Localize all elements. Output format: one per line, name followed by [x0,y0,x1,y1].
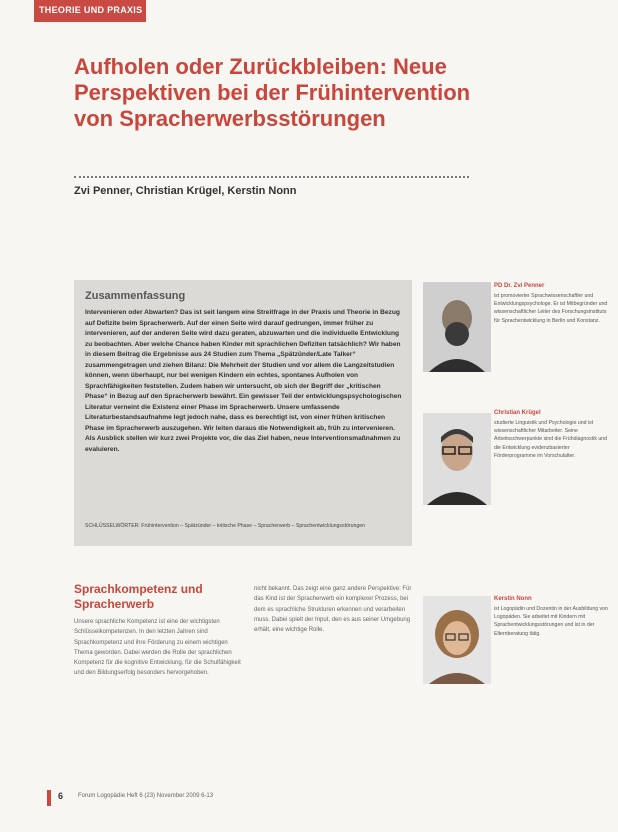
body-column-left: Unsere sprachliche Kompetenz ist eine der wichtigsten Schlüsselkompetenzen. In den letzten Jahren sind Sprachkompetenz und ihre Förderung zu einem wichtigen Thema geworden. Dabei werden die Rolle der sprachlichen Kompetenz für die kognitive Entwicklung, für die Schulfähigkeit und den Bildungserfolg besonders hervorgehoben. [74,619,241,677]
article-authors: Zvi Penner, Christian Krügel, Kerstin Nonn [74,185,297,197]
body-column-middle: nicht bekannt. Das zeigt eine ganz andere Perspektive: Für das Kind ist der Spracherwerb ein komplexer Prozess, bei dem es sprachliche Strukturen erkennen und verarbeiten muss. Dabei spielt der Input, den es aus seiner Umgebung erhält, eine wichtige Rolle. [254,586,412,634]
bio-text-penner: ist promovierter Sprachwissenschaftler und Entwicklungspsychologe. Er ist Mitbegründer und wissenschaftlicher Leiter des Forschungsinstituts für Sprachentwicklung in Berlin und Konstanz. [494,293,608,324]
summary-box [74,280,412,546]
summary-keywords: SCHLÜSSELWÖRTER: Frühintervention – Spätzünder – kritische Phase – Spracherwerb – Sprachentwicklungsstörungen [85,523,366,529]
article-title: Aufholen oder Zurückbleiben: Neue Perspektiven bei der Frühintervention von Spracherwerbsstörungen [74,54,471,131]
bio-text-nonn: ist Logopädin und Dozentin in der Ausbildung von Logopäden. Sie arbeitet mit Kindern mit Sprachentwicklungsstörungen und ist in der Elternberatung tätig. [494,606,608,637]
portrait-icon [423,282,491,372]
page-number: 6 [58,791,64,801]
section-label: THEORIE UND PRAXIS [39,5,143,15]
author-photo-kruegel [423,413,491,505]
author-photo-nonn [423,596,491,684]
author-photo-penner [423,282,491,372]
footer-citation: Forum Logopädie Heft 6 (23) November 2009 6-13 [78,793,214,799]
bio-name-kruegel: Christian Krügel [494,410,541,416]
portrait-icon [423,413,491,505]
bio-name-nonn: Kerstin Nonn [494,596,532,602]
summary-heading: Zusammenfassung [85,290,186,302]
summary-text: Intervenieren oder Abwarten? Das ist seit langem eine Streitfrage in der Praxis und Theorie in Bezug auf Defizite beim Spracherwerb. Auf der einen Seite wird darauf gedrungen, immer früher zu intervenieren, auf der anderen Seite wird dazu geraten, abzuwarten und die individuelle Entwicklung zu beobachten. Aber welche Chance haben Kinder mit sprachlichen Defiziten tatsächlich? Wir haben in diesem Beitrag die Ergebnisse aus 24 Studien zum Thema „Spätzünder/Late Talker“ zusammengetragen und ziehen Bilanz: Die Mehrheit der Studien und vor allem die Langzeitstudien können, wenn überhaupt, nur bei wenigen Kindern ein echtes, spontanes Aufholen von Sprachfähigkeiten feststellen. Zudem haben wir untersucht, ob sich der Begriff der „kritischen Phase“ in Bezug auf den Spracherwerb bewährt. Ein gewisser Teil der entwicklungspsychologischen Literatur verneint die Existenz einer Phase im Spracherwerb. Unsere umfassende Literaturbestandsaufnahme legt jedoch nahe, dass es berechtigt ist, von einer frühen kritischen Phase im Spracherwerb auszugehen. Wir leiten daraus die Notwendigkeit ab, früh zu intervenieren. Als Ausblick stellen wir kurz zwei Projekte vor, die das Ziel haben, neue Interventionsmaßnahmen zu evaluieren. [85,309,402,453]
page-marker [47,790,51,806]
dotted-divider [74,176,469,178]
section-title: Sprachkompetenz und Spracherwerb [74,582,203,611]
bio-name-penner: PD Dr. Zvi Penner [494,283,545,289]
bio-text-kruegel: studierte Linguistik und Psychologie und ist wissenschaftlicher Mitarbeiter. Seine Arbeitsschwerpunkte sind die Frühdiagnostik und die Entwicklung evidenzbasierter Förderprogramme im Vorschulalter. [494,420,608,459]
portrait-icon [423,596,491,684]
